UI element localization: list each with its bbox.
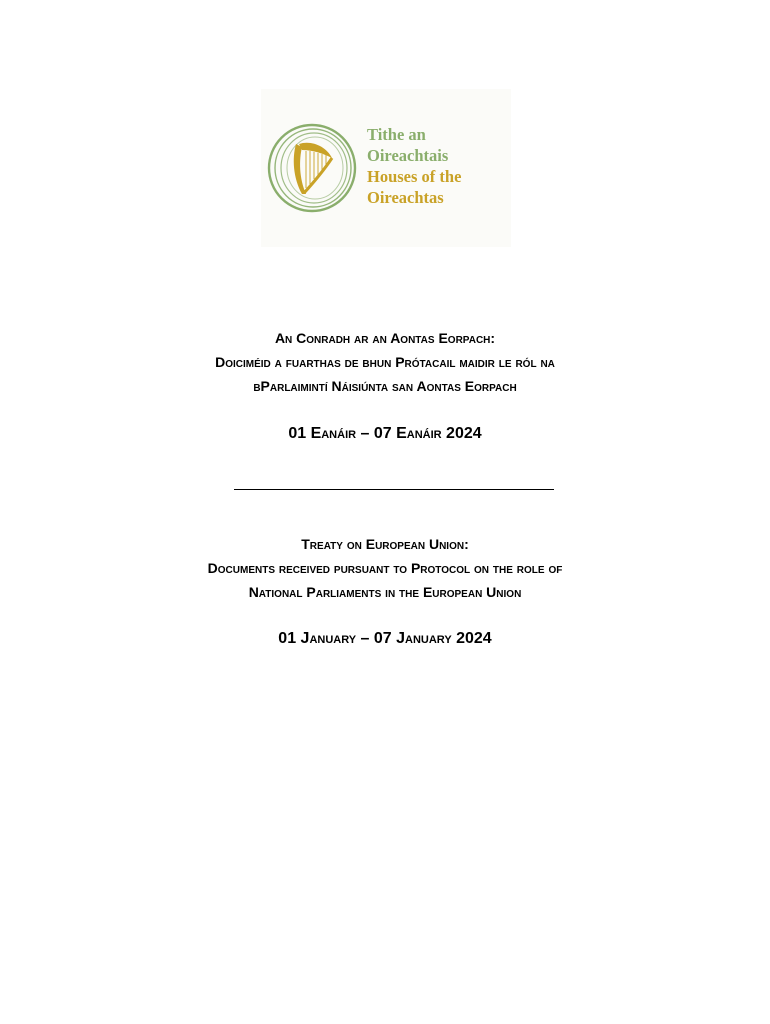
irish-title-block bbox=[0, 326, 770, 398]
logo-line-irish-2: Oireachtais bbox=[367, 146, 449, 165]
irish-date-block bbox=[0, 422, 770, 446]
english-date-block bbox=[0, 627, 770, 651]
english-date-range: 01 January – 07 January 2024 bbox=[278, 630, 492, 647]
irish-title-line-1: An Conradh ar an Aontas Eorpach: bbox=[274, 330, 496, 346]
english-title-line-2: Documents received pursuant to Protocol on the role of bbox=[207, 560, 563, 576]
section-divider bbox=[234, 489, 554, 490]
logo-wordmark bbox=[367, 124, 461, 208]
english-title-line-1: Treaty on European Union: bbox=[301, 536, 469, 552]
english-title-block bbox=[0, 532, 770, 604]
irish-date-range: 01 Eanáir – 07 Eanáir 2024 bbox=[288, 425, 482, 442]
irish-title-line-3: bParlaimintí Náisiúnta san Aontas Eorpach bbox=[253, 378, 517, 394]
houses-of-the-oireachtas-logo bbox=[261, 89, 511, 247]
logo-line-english-1: Houses of the bbox=[367, 167, 462, 186]
logo-line-irish-1: Tithe an bbox=[367, 125, 426, 144]
harp-icon bbox=[266, 122, 358, 214]
logo-line-english-2: Oireachtas bbox=[367, 188, 444, 207]
irish-title-line-2: Doiciméid a fuarthas de bhun Prótacail maidir le ról na bbox=[215, 354, 555, 370]
english-title-line-3: National Parliaments in the European Union bbox=[248, 584, 522, 600]
